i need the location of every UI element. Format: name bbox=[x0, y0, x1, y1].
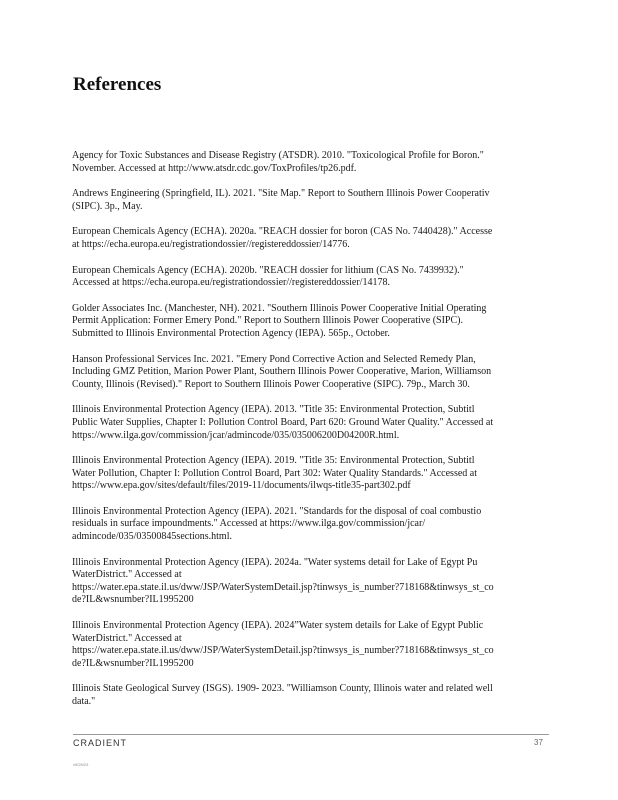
reference-entry bbox=[72, 455, 549, 493]
reference-line: residuals in surface impoundments." Accessed at https://www.ilga.gov/commission/jcar/ bbox=[72, 518, 426, 530]
reference-line: County, Illinois (Revised)." Report to Southern Illinois Power Cooperative (SIPC). 79p., March 30. bbox=[72, 378, 470, 390]
page-number: 37 bbox=[534, 738, 543, 747]
reference-line: Hanson Professional Services Inc. 2021. "Emery Pond Corrective Action and Selected Remedy Plan, bbox=[72, 353, 476, 365]
reference-line: de?IL&wsnumber?IL1995200 bbox=[72, 657, 194, 669]
reference-entry bbox=[72, 506, 549, 544]
reference-line: WaterDistrict." Accessed at bbox=[72, 569, 182, 581]
footer-note: v9/29/23 bbox=[73, 762, 89, 767]
reference-line: Water Pollution, Chapter I: Pollution Control Board, Part 302: Water Quality Standards." Accessed at bbox=[72, 467, 477, 479]
reference-line: European Chemicals Agency (ECHA). 2020a. "REACH dossier for boron (CAS No. 7440428)." Accesse bbox=[72, 226, 493, 238]
reference-line: (SIPC). 3p., May. bbox=[72, 200, 143, 212]
reference-line: Illinois Environmental Protection Agency (IEPA). 2024”Water system details for Lake of Egypt Public bbox=[72, 620, 484, 632]
reference-entry bbox=[72, 354, 549, 392]
reference-entry bbox=[72, 303, 549, 341]
reference-line: Golder Associates Inc. (Manchester, NH). 2021. "Southern Illinois Power Cooperative Initial Operating bbox=[72, 302, 487, 314]
reference-line: Illinois Environmental Protection Agency (IEPA). 2013. "Title 35: Environmental Protection, Subtitl bbox=[72, 404, 475, 416]
reference-line: data." bbox=[72, 696, 96, 707]
reference-line: https://www.ilga.gov/commission/jcar/admincode/035/035006200D04200R.html. bbox=[72, 429, 400, 441]
reference-entry bbox=[72, 557, 549, 607]
reference-line: https://water.epa.state.il.us/dww/JSP/WaterSystemDetail.jsp?tinwsys_is_number?718168&tinwsys_st_co bbox=[72, 645, 494, 657]
reference-entry bbox=[72, 683, 549, 708]
reference-line: Public Water Supplies, Chapter I: Pollution Control Board, Part 620: Ground Water Quality." Accessed at bbox=[72, 416, 494, 428]
reference-line: Andrews Engineering (Springfield, IL). 2021. "Site Map." Report to Southern Illinois Power Cooperativ bbox=[72, 188, 490, 200]
footer-divider bbox=[73, 734, 549, 735]
reference-line: at https://echa.europa.eu/registrationdossier//registereddossier/14776. bbox=[72, 238, 350, 250]
reference-line: Agency for Toxic Substances and Disease Registry (ATSDR). 2010. "Toxicological Profile for Boron." bbox=[72, 150, 484, 161]
reference-list bbox=[72, 150, 549, 722]
reference-entry bbox=[72, 620, 549, 670]
reference-entry bbox=[72, 226, 549, 251]
reference-line: Accessed at https://echa.europa.eu/registrationdossier//registereddossier/14178. bbox=[72, 277, 390, 289]
reference-line: Permit Application: Former Emery Pond." Report to Southern Illinois Power Cooperative (SIPC). bbox=[72, 315, 463, 327]
reference-line: Illinois State Geological Survey (ISGS). 1909- 2023. "Williamson County, Illinois water and related well bbox=[72, 683, 493, 695]
reference-entry bbox=[72, 150, 549, 175]
footer-logo: CRADIENT bbox=[73, 738, 128, 748]
reference-line: admincode/035/03500845sections.html. bbox=[72, 531, 232, 543]
reference-line: Illinois Environmental Protection Agency (IEPA). 2019. "Title 35: Environmental Protection, Subtitl bbox=[72, 455, 475, 467]
reference-entry bbox=[72, 404, 549, 442]
reference-line: Submitted to Illinois Environmental Protection Agency (IEPA). 565p., October. bbox=[72, 327, 390, 339]
reference-line: Including GMZ Petition, Marion Power Plant, Southern Illinois Power Cooperative, Marion, Williamson bbox=[72, 366, 492, 378]
reference-line: https://www.epa.gov/sites/default/files/2019-11/documents/ilwqs-title35-part302.pdf bbox=[72, 480, 411, 492]
reference-line: WaterDistrict." Accessed at bbox=[72, 632, 182, 644]
reference-line: de?IL&wsnumber?IL1995200 bbox=[72, 594, 194, 606]
reference-line: Illinois Environmental Protection Agency (IEPA). 2021. "Standards for the disposal of coal combustio bbox=[72, 505, 482, 517]
reference-entry bbox=[72, 265, 549, 290]
reference-line: European Chemicals Agency (ECHA). 2020b. "REACH dossier for lithium (CAS No. 7439932)." bbox=[72, 264, 464, 276]
page-heading: References bbox=[73, 74, 162, 95]
reference-line: Illinois Environmental Protection Agency (IEPA). 2024a. "Water systems detail for Lake of Egypt Pu bbox=[72, 556, 478, 568]
reference-line: https://water.epa.state.il.us/dww/JSP/WaterSystemDetail.jsp?tinwsys_is_number?718168&tinwsys_st_co bbox=[72, 581, 494, 593]
reference-entry bbox=[72, 188, 549, 213]
reference-line: November. Accessed at http://www.atsdr.cdc.gov/ToxProfiles/tp26.pdf. bbox=[72, 162, 357, 174]
